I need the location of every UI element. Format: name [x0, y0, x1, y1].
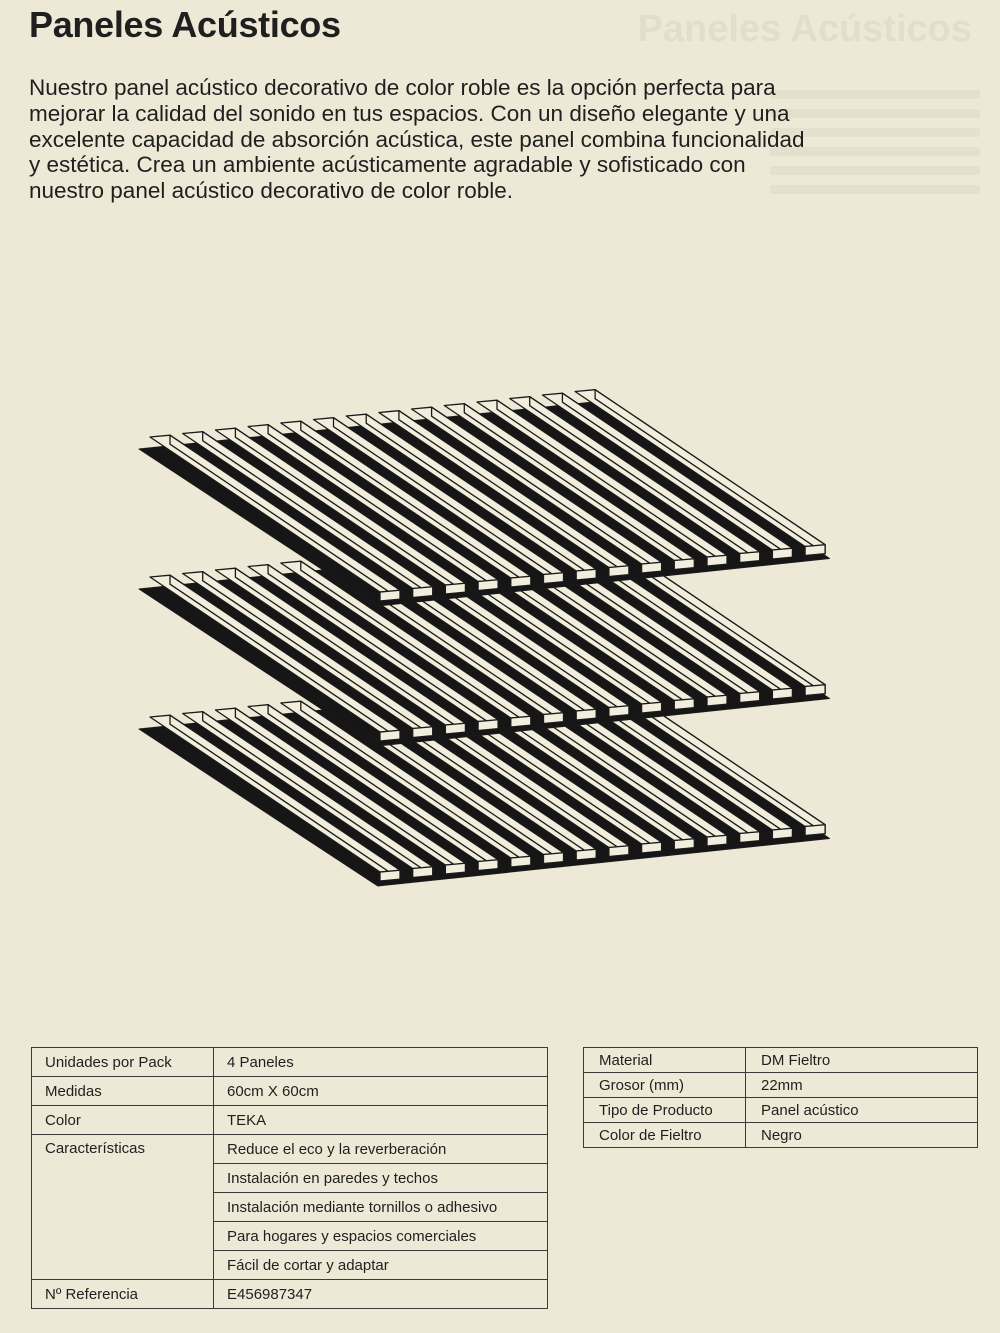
- spec-value: Negro: [746, 1123, 978, 1148]
- table-row: [32, 1280, 548, 1309]
- spec-label: Características: [32, 1135, 214, 1280]
- wood-slat-end: [380, 590, 400, 601]
- wood-slat-end: [380, 730, 400, 741]
- wood-slat-end: [674, 699, 694, 710]
- wood-slat-end: [642, 702, 662, 713]
- feature-item: Instalación mediante tornillos o adhesivo: [214, 1193, 548, 1222]
- wood-slat-end: [740, 832, 760, 843]
- wood-slat-end: [544, 573, 564, 584]
- wood-slat-end: [478, 580, 498, 591]
- wood-slat-end: [707, 835, 727, 846]
- specs-table-right: [583, 1047, 978, 1148]
- spec-label: Color de Fieltro: [584, 1123, 746, 1148]
- wood-slat-end: [544, 853, 564, 864]
- spec-label: Unidades por Pack: [32, 1048, 214, 1077]
- spec-label: Tipo de Producto: [584, 1098, 746, 1123]
- wood-slat-end: [642, 842, 662, 853]
- spec-label: Nº Referencia: [32, 1280, 214, 1309]
- spec-label: Grosor (mm): [584, 1073, 746, 1098]
- feature-item: Reduce el eco y la reverberación: [214, 1135, 548, 1164]
- wood-slat-end: [445, 583, 465, 594]
- spec-label: Medidas: [32, 1077, 214, 1106]
- spec-value: 22mm: [746, 1073, 978, 1098]
- spec-value: 4 Paneles: [214, 1048, 548, 1077]
- wood-slat-end: [805, 545, 825, 556]
- feature-item: Para hogares y espacios comerciales: [214, 1222, 548, 1251]
- wood-slat-end: [576, 569, 596, 580]
- wood-slat-end: [707, 695, 727, 706]
- specs-table-left: [31, 1047, 548, 1309]
- wood-slat-end: [609, 846, 629, 857]
- background-watermark: [638, 8, 972, 51]
- table-row: [32, 1048, 548, 1077]
- wood-slat-end: [707, 555, 727, 566]
- wood-slat-end: [740, 552, 760, 563]
- wood-slat-end: [740, 692, 760, 703]
- table-row: [584, 1098, 978, 1123]
- product-description: Nuestro panel acústico decorativo de color roble es la opción perfecta para mejorar la calidad del sonido en tus espacios. Con un diseño elegante y una excelente capacidad de absorción acústica, este panel combina funcionalidad y estética. Crea un ambiente acústicamente agradable y sofisticado con nuestro panel acústico decorativo de color roble.: [29, 75, 805, 204]
- spec-value: 60cm X 60cm: [214, 1077, 548, 1106]
- wood-slat-end: [576, 849, 596, 860]
- wood-slat-end: [511, 716, 531, 727]
- wood-slat-end: [511, 856, 531, 867]
- table-row: [32, 1077, 548, 1106]
- feature-item: Instalación en paredes y techos: [214, 1164, 548, 1193]
- wood-slat-end: [478, 720, 498, 731]
- wood-slat-end: [445, 723, 465, 734]
- wood-slat-end: [805, 825, 825, 836]
- wood-slat-end: [674, 839, 694, 850]
- spec-label: Material: [584, 1048, 746, 1073]
- wood-slat-end: [445, 863, 465, 874]
- wood-slat-end: [609, 566, 629, 577]
- spec-label: Color: [32, 1106, 214, 1135]
- wood-slat-end: [772, 688, 792, 699]
- wood-slat-end: [544, 713, 564, 724]
- spec-value: Panel acústico: [746, 1098, 978, 1123]
- spec-value: TEKA: [214, 1106, 548, 1135]
- table-row: [584, 1048, 978, 1073]
- spec-value: DM Fieltro: [746, 1048, 978, 1073]
- wood-slat-end: [380, 870, 400, 881]
- wood-slat-end: [805, 685, 825, 696]
- page-title: Paneles Acústicos: [29, 4, 341, 45]
- wood-slat-end: [609, 706, 629, 717]
- table-row: [584, 1073, 978, 1098]
- wood-slat-end: [413, 727, 433, 738]
- table-row: [584, 1123, 978, 1148]
- spec-value: E456987347: [214, 1280, 548, 1309]
- wood-slat-end: [576, 709, 596, 720]
- wood-slat-end: [478, 860, 498, 871]
- wood-slat-end: [674, 559, 694, 570]
- wood-slat-end: [413, 867, 433, 878]
- wood-slat-end: [772, 548, 792, 559]
- table-row: [32, 1106, 548, 1135]
- wood-slat-end: [511, 576, 531, 587]
- stacked-acoustic-panels-illustration: [0, 300, 1000, 920]
- table-row: [32, 1135, 548, 1164]
- wood-slat-end: [772, 828, 792, 839]
- feature-item: Fácil de cortar y adaptar: [214, 1251, 548, 1280]
- wood-slat-end: [642, 562, 662, 573]
- wood-slat-end: [413, 587, 433, 598]
